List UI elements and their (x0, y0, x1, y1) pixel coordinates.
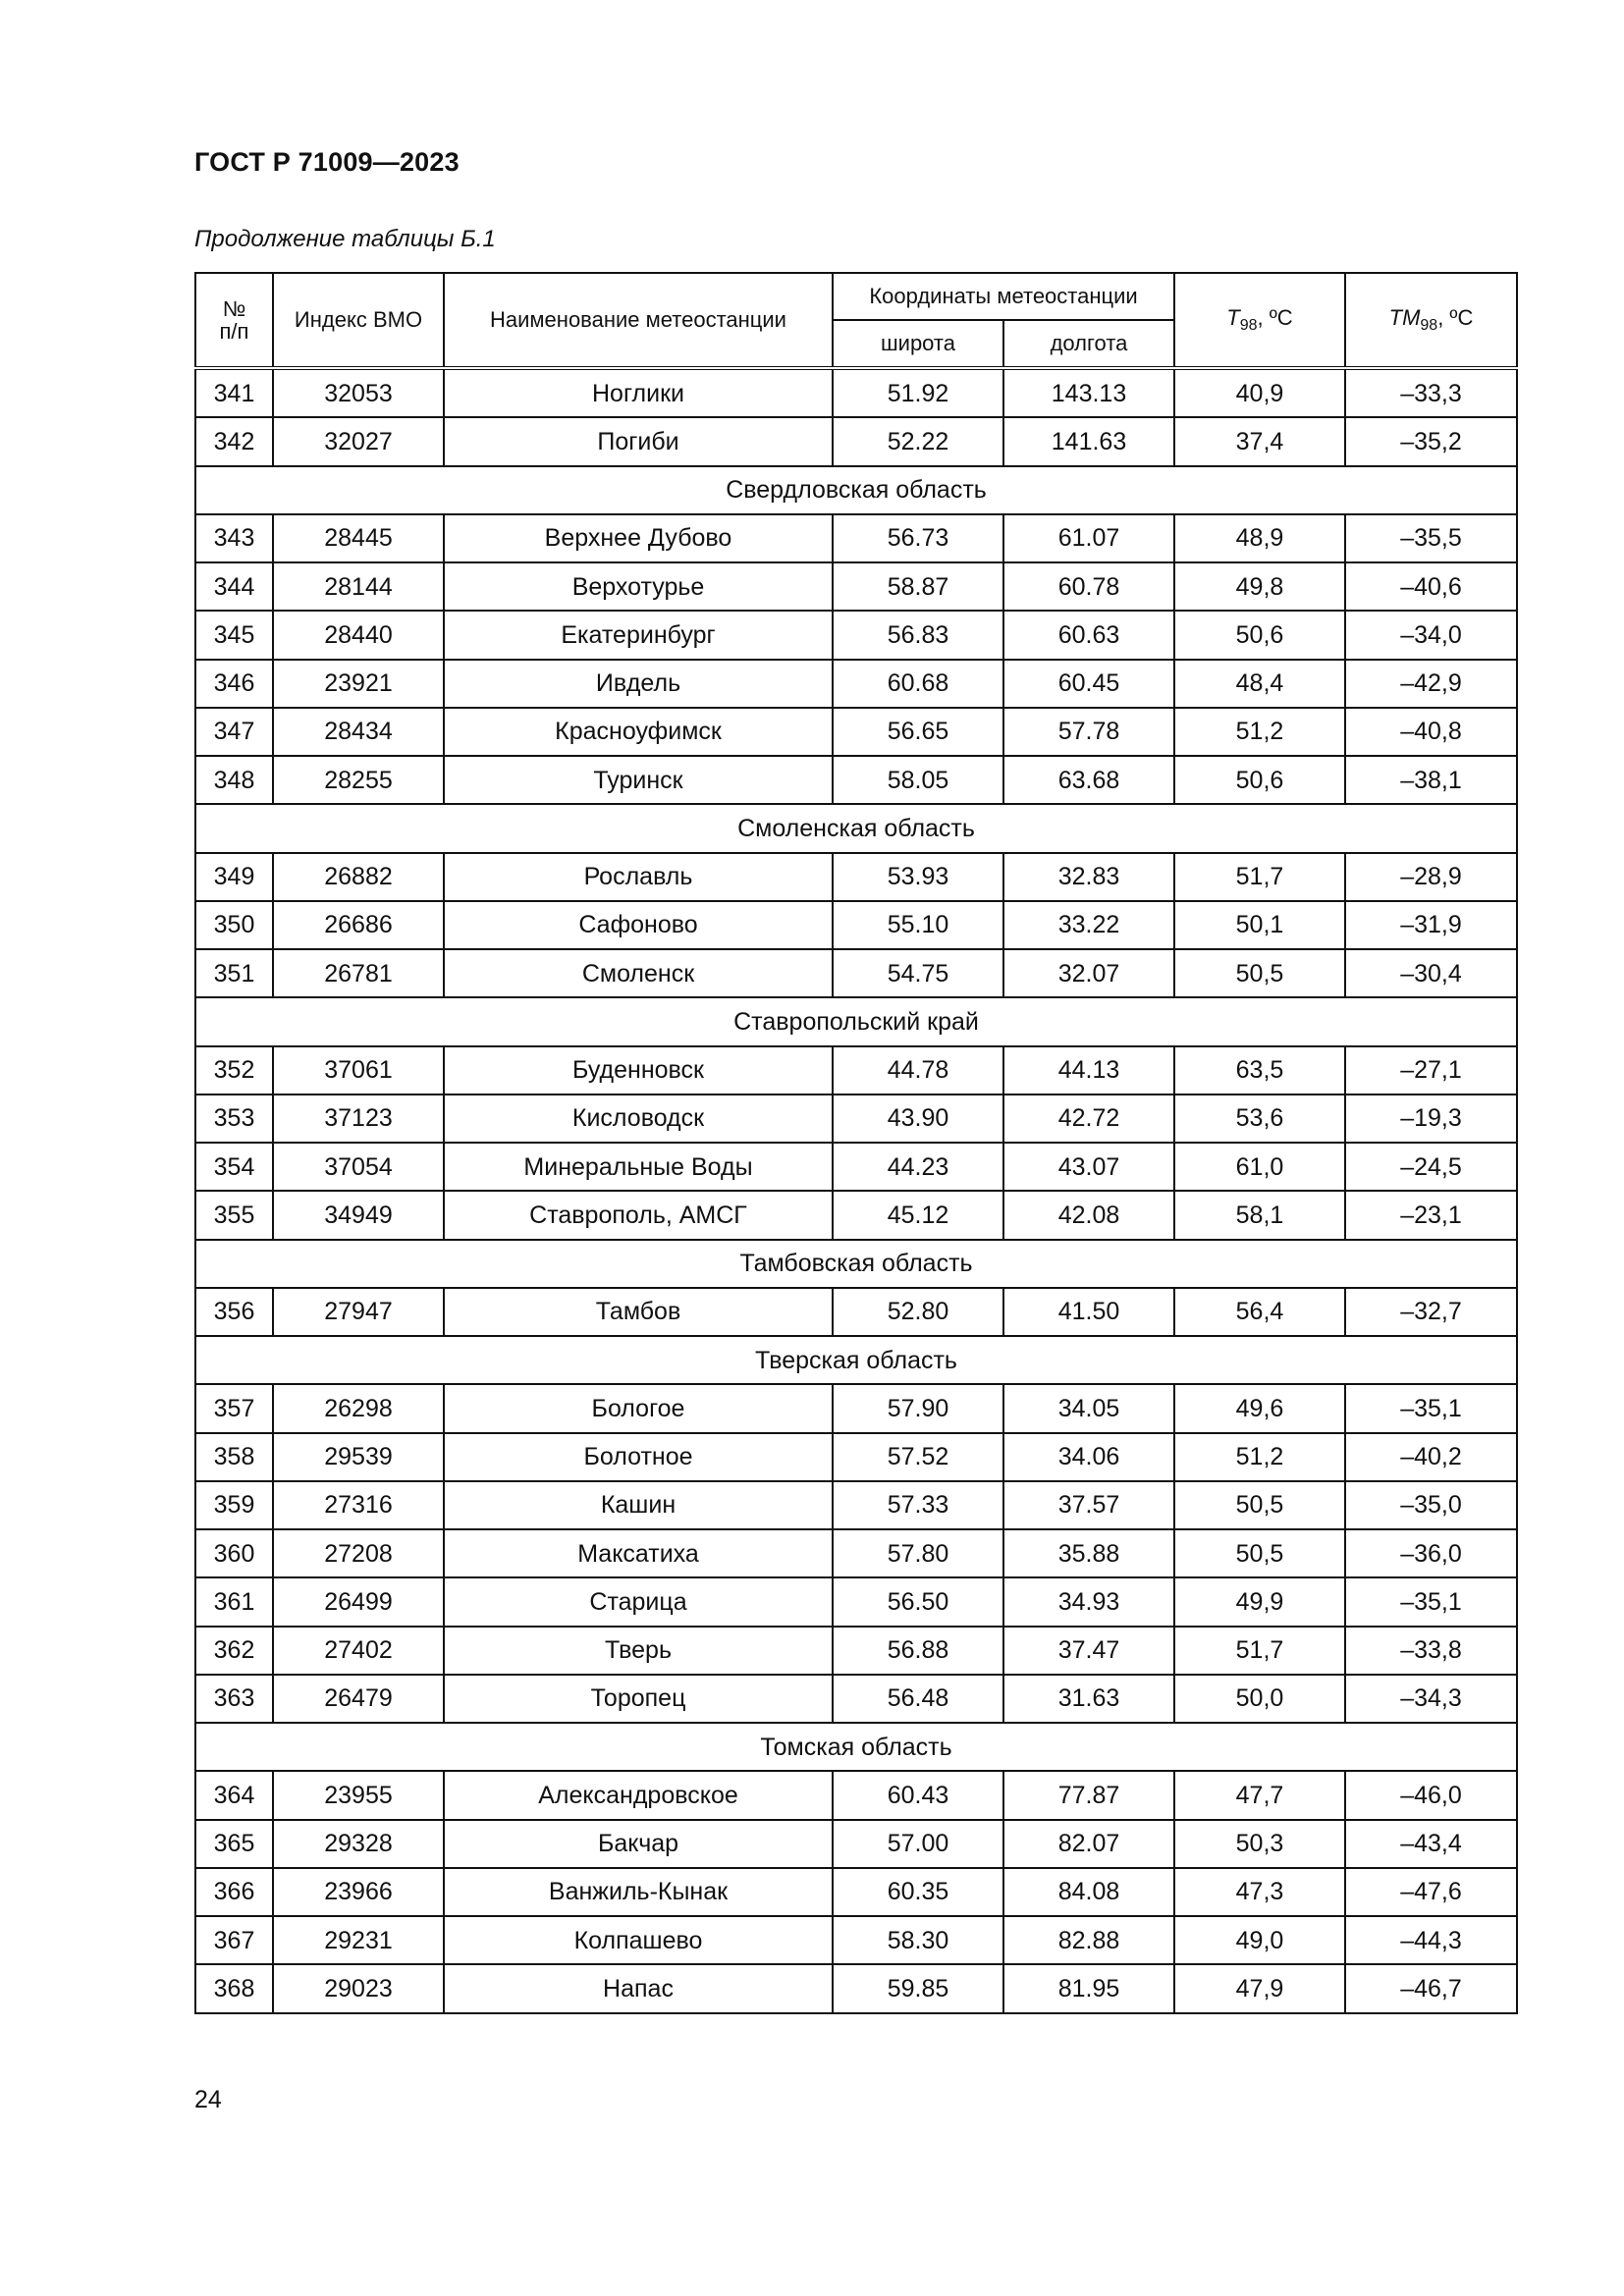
header-t98 (1174, 273, 1345, 368)
cell-station-name: Буденновск (444, 1046, 833, 1095)
cell-wmo-index: 28144 (273, 562, 444, 611)
cell-t98: 51,2 (1174, 708, 1345, 756)
cell-num: 352 (195, 1046, 273, 1095)
cell-num: 359 (195, 1481, 273, 1529)
cell-latitude: 56.48 (833, 1675, 1003, 1723)
cell-station-name: Минеральные Воды (444, 1143, 833, 1191)
cell-latitude: 58.87 (833, 562, 1003, 611)
cell-tm98: –27,1 (1345, 1046, 1517, 1095)
cell-t98: 53,6 (1174, 1095, 1345, 1143)
cell-station-name: Ставрополь, АМСГ (444, 1191, 833, 1239)
cell-longitude: 61.07 (1003, 514, 1174, 562)
cell-longitude: 60.63 (1003, 611, 1174, 659)
cell-num: 354 (195, 1143, 273, 1191)
cell-latitude: 55.10 (833, 901, 1003, 949)
table-row (195, 660, 1517, 708)
cell-wmo-index: 26882 (273, 853, 444, 901)
cell-tm98: –24,5 (1345, 1143, 1517, 1191)
cell-latitude: 56.73 (833, 514, 1003, 562)
cell-longitude: 33.22 (1003, 901, 1174, 949)
cell-t98: 49,0 (1174, 1916, 1345, 1964)
cell-t98: 51,7 (1174, 853, 1345, 901)
cell-t98: 51,2 (1174, 1433, 1345, 1481)
table-row (195, 514, 1517, 562)
document-code: ГОСТ Р 71009—2023 (194, 147, 460, 177)
cell-latitude: 56.88 (833, 1627, 1003, 1675)
cell-num: 345 (195, 611, 273, 659)
cell-wmo-index: 28434 (273, 708, 444, 756)
region-row (195, 997, 1517, 1045)
cell-tm98: –46,0 (1345, 1771, 1517, 1819)
cell-tm98: –44,3 (1345, 1916, 1517, 1964)
cell-wmo-index: 37054 (273, 1143, 444, 1191)
cell-wmo-index: 23955 (273, 1771, 444, 1819)
table-row (195, 708, 1517, 756)
cell-latitude: 54.75 (833, 949, 1003, 997)
cell-longitude: 57.78 (1003, 708, 1174, 756)
cell-longitude: 34.93 (1003, 1577, 1174, 1626)
cell-tm98: –42,9 (1345, 660, 1517, 708)
cell-wmo-index: 32027 (273, 417, 444, 465)
cell-station-name: Александровское (444, 1771, 833, 1819)
cell-t98: 50,5 (1174, 949, 1345, 997)
cell-station-name: Погиби (444, 417, 833, 465)
cell-wmo-index: 27208 (273, 1529, 444, 1577)
cell-tm98: –33,8 (1345, 1627, 1517, 1675)
cell-station-name: Ноглики (444, 368, 833, 417)
cell-tm98: –43,4 (1345, 1820, 1517, 1868)
table-row (195, 562, 1517, 611)
region-row (195, 1240, 1517, 1288)
cell-num: 347 (195, 708, 273, 756)
cell-latitude: 60.68 (833, 660, 1003, 708)
table-row (195, 1577, 1517, 1626)
cell-station-name: Кисловодск (444, 1095, 833, 1143)
page-number: 24 (194, 2086, 222, 2113)
cell-latitude: 44.78 (833, 1046, 1003, 1095)
cell-tm98: –47,6 (1345, 1868, 1517, 1916)
cell-latitude: 52.80 (833, 1288, 1003, 1336)
cell-t98: 50,5 (1174, 1481, 1345, 1529)
cell-latitude: 57.90 (833, 1384, 1003, 1432)
cell-wmo-index: 26298 (273, 1384, 444, 1432)
table-row (195, 368, 1517, 417)
cell-longitude: 81.95 (1003, 1964, 1174, 2012)
header-longitude: долгота (1003, 320, 1174, 368)
cell-t98: 48,9 (1174, 514, 1345, 562)
cell-latitude: 58.05 (833, 756, 1003, 804)
cell-station-name: Екатеринбург (444, 611, 833, 659)
header-tm98 (1345, 273, 1517, 368)
cell-t98: 40,9 (1174, 368, 1345, 417)
cell-station-name: Напас (444, 1964, 833, 2012)
cell-longitude: 31.63 (1003, 1675, 1174, 1723)
cell-t98: 50,1 (1174, 901, 1345, 949)
cell-num: 346 (195, 660, 273, 708)
table-row (195, 1820, 1517, 1868)
cell-wmo-index: 34949 (273, 1191, 444, 1239)
cell-longitude: 34.05 (1003, 1384, 1174, 1432)
cell-num: 363 (195, 1675, 273, 1723)
cell-num: 365 (195, 1820, 273, 1868)
cell-longitude: 35.88 (1003, 1529, 1174, 1577)
cell-wmo-index: 28445 (273, 514, 444, 562)
cell-latitude: 58.30 (833, 1916, 1003, 1964)
cell-station-name: Бологое (444, 1384, 833, 1432)
cell-t98: 58,1 (1174, 1191, 1345, 1239)
cell-station-name: Тверь (444, 1627, 833, 1675)
cell-latitude: 60.35 (833, 1868, 1003, 1916)
cell-longitude: 42.08 (1003, 1191, 1174, 1239)
cell-t98: 37,4 (1174, 417, 1345, 465)
cell-latitude: 56.83 (833, 611, 1003, 659)
cell-tm98: –23,1 (1345, 1191, 1517, 1239)
cell-wmo-index: 32053 (273, 368, 444, 417)
cell-station-name: Кашин (444, 1481, 833, 1529)
table-row (195, 1529, 1517, 1577)
table-row (195, 1433, 1517, 1481)
table-row (195, 1191, 1517, 1239)
header-station-name: Наименование метеостанции (444, 273, 833, 368)
cell-longitude: 141.63 (1003, 417, 1174, 465)
cell-tm98: –34,3 (1345, 1675, 1517, 1723)
cell-longitude: 32.07 (1003, 949, 1174, 997)
cell-station-name: Ванжиль-Кынак (444, 1868, 833, 1916)
cell-wmo-index: 29231 (273, 1916, 444, 1964)
table-row (195, 1916, 1517, 1964)
t98-symbol: T (1226, 304, 1240, 330)
t98-unit: , ºС (1257, 304, 1293, 330)
cell-num: 361 (195, 1577, 273, 1626)
cell-wmo-index: 29328 (273, 1820, 444, 1868)
cell-latitude: 56.65 (833, 708, 1003, 756)
cell-num: 362 (195, 1627, 273, 1675)
cell-station-name: Максатиха (444, 1529, 833, 1577)
cell-longitude: 77.87 (1003, 1771, 1174, 1819)
cell-tm98: –35,5 (1345, 514, 1517, 562)
cell-station-name: Верхнее Дубово (444, 514, 833, 562)
cell-longitude: 84.08 (1003, 1868, 1174, 1916)
cell-num: 349 (195, 853, 273, 901)
cell-longitude: 44.13 (1003, 1046, 1174, 1095)
cell-longitude: 143.13 (1003, 368, 1174, 417)
region-name: Ставропольский край (195, 997, 1517, 1045)
cell-t98: 49,9 (1174, 1577, 1345, 1626)
cell-latitude: 57.00 (833, 1820, 1003, 1868)
cell-station-name: Старица (444, 1577, 833, 1626)
cell-wmo-index: 28255 (273, 756, 444, 804)
tm98-unit: , ºС (1437, 304, 1474, 330)
table-row (195, 611, 1517, 659)
cell-latitude: 45.12 (833, 1191, 1003, 1239)
cell-longitude: 37.47 (1003, 1627, 1174, 1675)
table-row (195, 853, 1517, 901)
cell-longitude: 82.88 (1003, 1916, 1174, 1964)
cell-longitude: 32.83 (1003, 853, 1174, 901)
cell-t98: 50,0 (1174, 1675, 1345, 1723)
cell-num: 357 (195, 1384, 273, 1432)
cell-longitude: 37.57 (1003, 1481, 1174, 1529)
cell-num: 356 (195, 1288, 273, 1336)
table-row (195, 1384, 1517, 1432)
cell-longitude: 60.45 (1003, 660, 1174, 708)
cell-longitude: 34.06 (1003, 1433, 1174, 1481)
cell-latitude: 43.90 (833, 1095, 1003, 1143)
header-latitude: широта (833, 320, 1003, 368)
cell-num: 353 (195, 1095, 273, 1143)
cell-longitude: 43.07 (1003, 1143, 1174, 1191)
table-row (195, 1481, 1517, 1529)
table-row (195, 1143, 1517, 1191)
table-row (195, 1627, 1517, 1675)
cell-station-name: Ивдель (444, 660, 833, 708)
cell-longitude: 41.50 (1003, 1288, 1174, 1336)
cell-wmo-index: 37123 (273, 1095, 444, 1143)
region-name: Свердловская область (195, 466, 1517, 514)
cell-t98: 50,3 (1174, 1820, 1345, 1868)
cell-station-name: Сафоново (444, 901, 833, 949)
cell-wmo-index: 29539 (273, 1433, 444, 1481)
cell-latitude: 53.93 (833, 853, 1003, 901)
cell-tm98: –46,7 (1345, 1964, 1517, 2012)
cell-num: 355 (195, 1191, 273, 1239)
cell-tm98: –33,3 (1345, 368, 1517, 417)
region-row (195, 804, 1517, 852)
cell-longitude: 63.68 (1003, 756, 1174, 804)
cell-station-name: Смоленск (444, 949, 833, 997)
header-wmo-index: Индекс ВМО (273, 273, 444, 368)
region-row (195, 1723, 1517, 1771)
cell-tm98: –19,3 (1345, 1095, 1517, 1143)
region-name: Тверская область (195, 1336, 1517, 1384)
cell-num: 358 (195, 1433, 273, 1481)
cell-t98: 47,9 (1174, 1964, 1345, 2012)
cell-tm98: –35,0 (1345, 1481, 1517, 1529)
cell-wmo-index: 27402 (273, 1627, 444, 1675)
header-num: № п/п (195, 273, 273, 368)
cell-num: 350 (195, 901, 273, 949)
cell-t98: 49,8 (1174, 562, 1345, 611)
cell-station-name: Туринск (444, 756, 833, 804)
cell-t98: 63,5 (1174, 1046, 1345, 1095)
cell-wmo-index: 26499 (273, 1577, 444, 1626)
stations-table (194, 272, 1518, 2014)
table-row (195, 1095, 1517, 1143)
cell-t98: 47,3 (1174, 1868, 1345, 1916)
table-row (195, 1288, 1517, 1336)
table-row (195, 1046, 1517, 1095)
cell-latitude: 57.80 (833, 1529, 1003, 1577)
cell-latitude: 57.33 (833, 1481, 1003, 1529)
cell-t98: 50,5 (1174, 1529, 1345, 1577)
table-row (195, 901, 1517, 949)
cell-wmo-index: 27947 (273, 1288, 444, 1336)
cell-tm98: –36,0 (1345, 1529, 1517, 1577)
cell-wmo-index: 29023 (273, 1964, 444, 2012)
cell-wmo-index: 28440 (273, 611, 444, 659)
header-coordinates: Координаты метеостанции (833, 273, 1174, 320)
cell-tm98: –40,2 (1345, 1433, 1517, 1481)
cell-num: 351 (195, 949, 273, 997)
cell-longitude: 42.72 (1003, 1095, 1174, 1143)
cell-longitude: 60.78 (1003, 562, 1174, 611)
table-row (195, 1868, 1517, 1916)
cell-station-name: Болотное (444, 1433, 833, 1481)
cell-wmo-index: 26479 (273, 1675, 444, 1723)
cell-num: 342 (195, 417, 273, 465)
cell-num: 344 (195, 562, 273, 611)
cell-tm98: –40,6 (1345, 562, 1517, 611)
table-row (195, 417, 1517, 465)
table-row (195, 756, 1517, 804)
cell-tm98: –32,7 (1345, 1288, 1517, 1336)
cell-t98: 50,6 (1174, 756, 1345, 804)
table-body (195, 368, 1517, 2013)
cell-station-name: Торопец (444, 1675, 833, 1723)
cell-latitude: 52.22 (833, 417, 1003, 465)
cell-tm98: –40,8 (1345, 708, 1517, 756)
cell-t98: 49,6 (1174, 1384, 1345, 1432)
cell-num: 360 (195, 1529, 273, 1577)
cell-wmo-index: 23966 (273, 1868, 444, 1916)
cell-station-name: Верхотурье (444, 562, 833, 611)
cell-t98: 51,7 (1174, 1627, 1345, 1675)
cell-num: 367 (195, 1916, 273, 1964)
t98-subscript: 98 (1239, 316, 1258, 334)
cell-wmo-index: 37061 (273, 1046, 444, 1095)
cell-station-name: Красноуфимск (444, 708, 833, 756)
tm98-symbol: TM (1388, 304, 1421, 330)
cell-num: 364 (195, 1771, 273, 1819)
cell-tm98: –35,2 (1345, 417, 1517, 465)
cell-latitude: 57.52 (833, 1433, 1003, 1481)
cell-latitude: 60.43 (833, 1771, 1003, 1819)
table-row (195, 949, 1517, 997)
cell-wmo-index: 26781 (273, 949, 444, 997)
cell-tm98: –31,9 (1345, 901, 1517, 949)
cell-tm98: –35,1 (1345, 1384, 1517, 1432)
cell-station-name: Колпашево (444, 1916, 833, 1964)
table-caption: Продолжение таблицы Б.1 (194, 226, 496, 252)
cell-num: 341 (195, 368, 273, 417)
region-row (195, 466, 1517, 514)
cell-station-name: Рославль (444, 853, 833, 901)
cell-t98: 56,4 (1174, 1288, 1345, 1336)
tm98-subscript: 98 (1420, 316, 1438, 334)
region-name: Тамбовская область (195, 1240, 1517, 1288)
cell-tm98: –35,1 (1345, 1577, 1517, 1626)
cell-wmo-index: 26686 (273, 901, 444, 949)
cell-station-name: Бакчар (444, 1820, 833, 1868)
region-name: Томская область (195, 1723, 1517, 1771)
cell-tm98: –38,1 (1345, 756, 1517, 804)
table-row (195, 1675, 1517, 1723)
cell-tm98: –30,4 (1345, 949, 1517, 997)
cell-station-name: Тамбов (444, 1288, 833, 1336)
cell-latitude: 59.85 (833, 1964, 1003, 2012)
cell-num: 366 (195, 1868, 273, 1916)
cell-num: 348 (195, 756, 273, 804)
cell-num: 368 (195, 1964, 273, 2012)
table-row (195, 1771, 1517, 1819)
cell-latitude: 56.50 (833, 1577, 1003, 1626)
cell-num: 343 (195, 514, 273, 562)
cell-latitude: 51.92 (833, 368, 1003, 417)
cell-t98: 47,7 (1174, 1771, 1345, 1819)
region-row (195, 1336, 1517, 1384)
cell-wmo-index: 23921 (273, 660, 444, 708)
cell-wmo-index: 27316 (273, 1481, 444, 1529)
cell-tm98: –28,9 (1345, 853, 1517, 901)
cell-t98: 50,6 (1174, 611, 1345, 659)
region-name: Смоленская область (195, 804, 1517, 852)
cell-latitude: 44.23 (833, 1143, 1003, 1191)
cell-tm98: –34,0 (1345, 611, 1517, 659)
cell-t98: 48,4 (1174, 660, 1345, 708)
cell-t98: 61,0 (1174, 1143, 1345, 1191)
table-row (195, 1964, 1517, 2012)
cell-longitude: 82.07 (1003, 1820, 1174, 1868)
